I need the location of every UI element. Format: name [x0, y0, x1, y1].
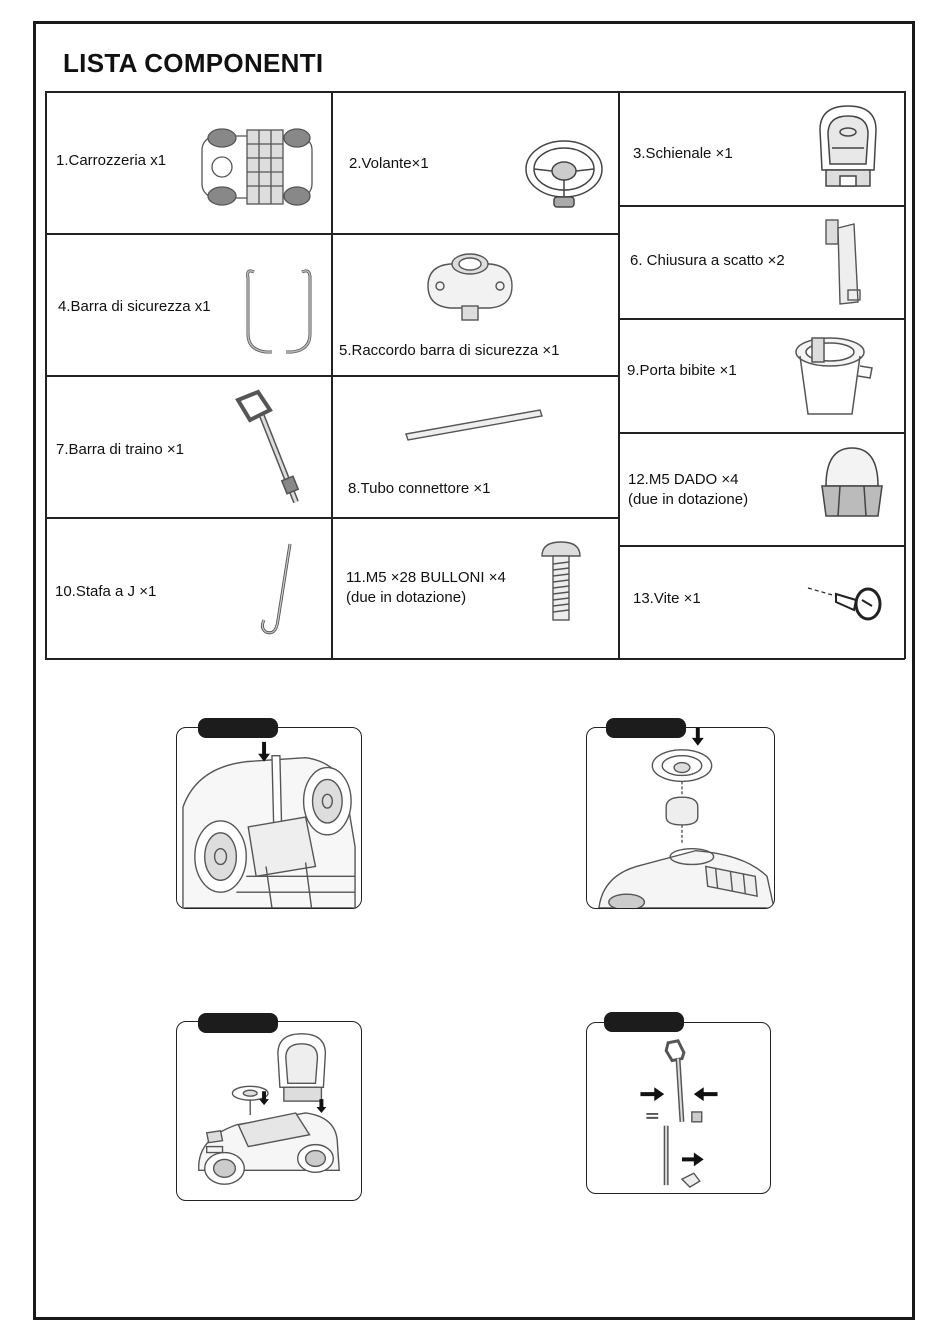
part-11-label: 11.M5 ×28 BULLONI ×4 — [346, 569, 506, 586]
j-bracket-image — [254, 540, 300, 644]
bolt-image — [538, 538, 584, 626]
part-11-note: (due in dotazione) — [346, 589, 467, 606]
part-5-label: 5.Raccordo barra di sicurezza ×1 — [339, 342, 560, 359]
steering-wheel-image — [522, 133, 606, 213]
assembly-step-2 — [586, 727, 775, 909]
push-bar-image — [228, 386, 308, 510]
page-frame — [33, 21, 915, 1320]
part-8-label: 8.Tubo connettore ×1 — [348, 480, 491, 497]
part-13-label: 13.Vite ×1 — [633, 590, 701, 607]
step-4-tab — [604, 1012, 684, 1032]
step-1-tab — [198, 718, 278, 738]
page-title: LISTA COMPONENTI — [63, 48, 324, 78]
connector-tube-image — [402, 402, 546, 442]
part-3-label: 3.Schienale ×1 — [633, 145, 733, 162]
step-2-tab — [606, 718, 686, 738]
part-12-note: (due in dotazione) — [628, 491, 749, 508]
part-2-label: 2.Volante×1 — [349, 155, 429, 172]
part-7-label: 7.Barra di traino ×1 — [56, 441, 184, 458]
part-4-label: 4.Barra di sicurezza x1 — [58, 298, 211, 315]
part-6-label: 6. Chiusura a scatto ×2 — [630, 252, 785, 269]
assembly-step-1 — [176, 727, 362, 909]
step-3-tab — [198, 1013, 278, 1033]
snap-closure-image — [818, 214, 868, 310]
assembly-step-4 — [586, 1022, 771, 1194]
part-1-label: 1.Carrozzeria x1 — [56, 152, 167, 169]
part-9-label: 9.Porta bibite ×1 — [627, 362, 737, 379]
cup-holder-image — [790, 330, 876, 422]
nut-image — [816, 442, 888, 526]
safety-bar-connector-image — [420, 246, 520, 326]
safety-bar-image — [236, 262, 322, 362]
screw-image — [806, 580, 884, 624]
car-body-image — [192, 124, 322, 210]
part-12-label: 12.M5 DADO ×4 — [628, 471, 739, 488]
backrest-image — [812, 100, 884, 192]
assembly-step-3 — [176, 1021, 362, 1201]
part-10-label: 10.Stafa a J ×1 — [55, 583, 157, 600]
